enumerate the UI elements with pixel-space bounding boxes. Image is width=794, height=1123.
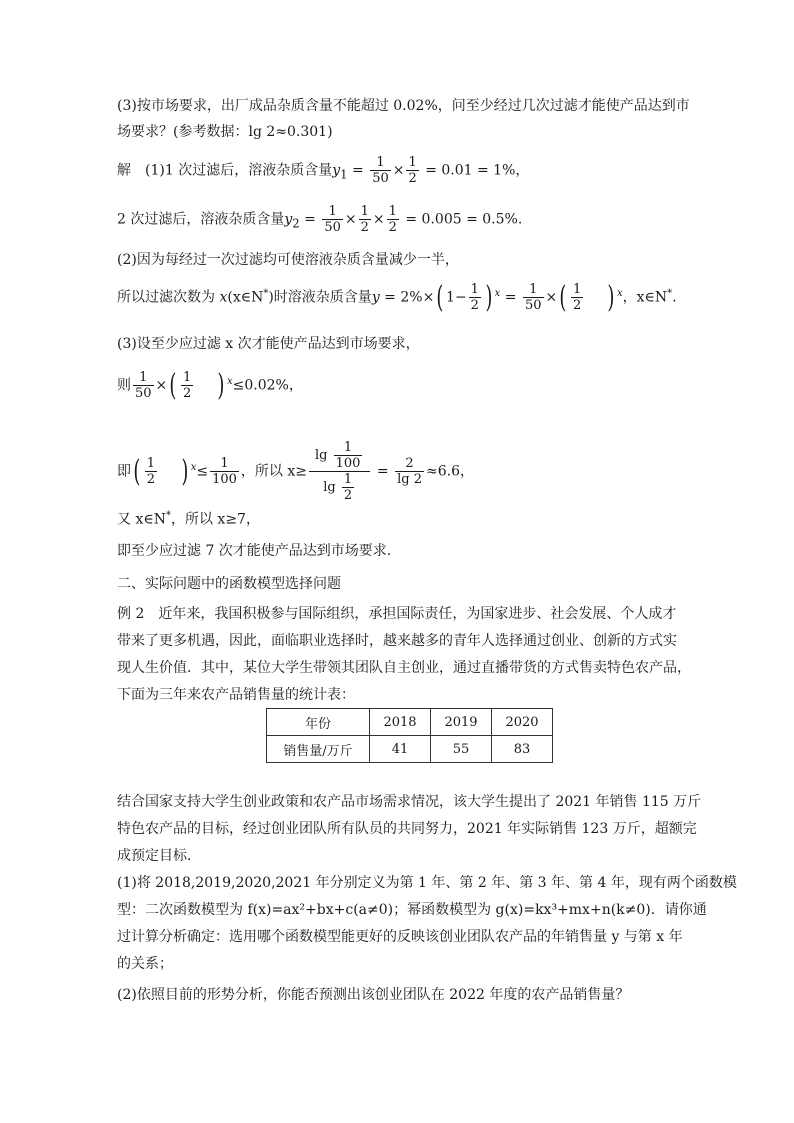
left-paren: ( [559, 279, 567, 315]
question1-line3: 过计算分析确定：选用哪个函数模型能更好的反映该创业团队农产品的年销售量 y 与第 x 年 [117, 929, 683, 945]
table-cell: 55 [431, 736, 492, 763]
times-sign: × [372, 211, 385, 228]
star-sup: * [263, 287, 269, 299]
period: . [672, 289, 677, 306]
table-header-label: 年份 [267, 709, 370, 736]
part3-so: ，所以 x≥ [240, 463, 307, 480]
example-line3: 现人生价值．其中，某位大学生带领其团队自主创业，通过直播带货的方式售卖特色农产品， [117, 660, 691, 676]
step1-result: = 0.01 = 1%， [420, 162, 530, 179]
step2-sub: 2 [292, 216, 300, 231]
fraction: $\frac{1}{100}$ [212, 456, 237, 487]
left-paren: ( [133, 453, 141, 489]
context-line3: 成预定目标． [117, 848, 201, 864]
fraction: $\frac{1}{2}$ [572, 282, 582, 313]
solution-step2 [117, 204, 522, 235]
step1-eq: = [347, 162, 369, 179]
table-cell: 83 [492, 736, 553, 763]
fraction: $\frac{1}{50}$ [524, 282, 542, 313]
step1-var: y [332, 162, 341, 179]
right-paren: ) [181, 453, 189, 489]
times-sign: × [545, 289, 558, 306]
equals: = [372, 463, 394, 480]
less-equal: ≤ [196, 463, 209, 480]
q3-text-line2: 场要求？(参考数据：lg 2≈0.301) [117, 124, 333, 140]
left-paren: ( [169, 367, 177, 403]
part3-log-step [117, 440, 474, 503]
right-paren: ) [485, 279, 493, 315]
step1-prefix: 解 (1)1 次过滤后，溶液杂质含量 [117, 162, 333, 179]
context-line2: 特色农产品的目标，经过创业团队所有队员的共同努力，2021 年实际销售 123 万斤，超额完 [117, 821, 697, 837]
times-sign: × [344, 211, 357, 228]
approx-result: ≈6.6， [425, 463, 474, 480]
exponent-x: x [190, 461, 197, 473]
var-x: x [219, 289, 228, 306]
part3-inequality [117, 367, 303, 403]
table-cell: 41 [370, 736, 431, 763]
context-line1: 结合国家支持大学生创业政策和农产品市场需求情况，该大学生提出了 2021 年销售 115 万斤 [117, 794, 702, 810]
q3-text-line1: (3)按市场要求，出厂成品杂质含量不能超过 0.02%，问至少经过几次过滤才能使产品达到市 [117, 98, 690, 114]
section-title: 二、实际问题中的函数模型选择问题 [117, 576, 341, 592]
right-paren: ) [217, 367, 225, 403]
part2-mid: )时溶液杂质含量 [268, 289, 372, 306]
fraction: $\frac{1}{50}$ [135, 370, 152, 401]
step2-prefix: 2 次过滤后，溶液杂质含量 [117, 211, 285, 228]
times-sign: × [392, 162, 405, 179]
part3-conclusion: 即至少应过滤 7 次才能使产品达到市场要求． [117, 543, 401, 559]
step1-sub: 1 [340, 167, 348, 182]
part2-tail: ，x∈N [622, 289, 668, 306]
fraction: $\frac{1}{2}$ [408, 155, 417, 186]
log-fraction: lg $\frac{1}{100}$ lg $\frac{1}{2}$ [309, 440, 370, 503]
exponent-x: x [227, 375, 233, 387]
fraction: $\frac{1}{2}$ [388, 204, 397, 235]
step2-result: = 0.005 = 0.5%. [400, 211, 523, 228]
star-sup: * [667, 287, 673, 299]
question2-line1: (2)依照目前的形势分析，你能否预测出该创业团队在 2022 年度的农产品销售量？ [117, 987, 630, 1003]
fraction: $\frac{1}{2}$ [183, 370, 192, 401]
part2-eq2: = [500, 289, 521, 306]
var-y: y [371, 289, 380, 306]
example-line4: 下面为三年来农产品销售量的统计表： [117, 687, 355, 703]
part2-eq: = 2%× [379, 289, 435, 306]
example-line1: 例 2 近年来，我国积极参与国际组织，承担国际责任，为国家进步、社会发展、个人成才 [117, 606, 677, 622]
exponent-x: x [494, 287, 501, 299]
times-sign: × [155, 377, 168, 394]
question1-line2: 型：二次函数模型为 f(x)=ax²+bx+c(a≠0)；幂函数模型为 g(x)=kx³+mx+n(k≠0)．请你通 [117, 902, 707, 918]
table-cell: 2019 [431, 709, 492, 736]
solution-step1 [117, 155, 529, 186]
step2-eq: = [299, 211, 321, 228]
table-cell: 2020 [492, 709, 553, 736]
part3-line1: (3)设至少应过滤 x 次才能使产品达到市场要求， [117, 336, 420, 352]
question1-line4: 的关系； [117, 956, 173, 972]
table-row [267, 709, 553, 736]
part3-ji: 即 [117, 463, 131, 480]
question1-line1: (1)将 2018,2019,2020,2021 年分别定义为第 1 年、第 2 年、第 3 年、第 4 年，现有两个函数模 [117, 875, 737, 891]
table-row [267, 736, 553, 763]
part2-line1: (2)因为每经过一次过滤均可使溶液杂质含量减少一半， [117, 252, 459, 268]
part3-rel: ≤0.02%， [232, 377, 303, 394]
set-notation: (x∈N [227, 289, 264, 306]
table-row-label: 销售量/万斤 [267, 736, 370, 763]
sales-table [266, 708, 553, 763]
exponent-x: x [616, 287, 623, 299]
fraction: $\frac{1}{50}$ [372, 155, 389, 186]
part2-inner: 1− [446, 289, 467, 306]
left-paren: ( [436, 279, 444, 315]
fraction: $\frac{1}{2}$ [146, 456, 155, 487]
table-cell: 2018 [370, 709, 431, 736]
part2-prefix: 所以过滤次数为 [117, 289, 220, 306]
step2-var: y [284, 211, 293, 228]
part3-also: 又 x∈N*，所以 x≥7， [117, 510, 260, 528]
part2-formula [117, 279, 677, 315]
fraction: $\frac{1}{2}$ [470, 282, 479, 313]
fraction: $\frac{1}{2}$ [360, 204, 369, 235]
fraction: $\frac{1}{50}$ [324, 204, 341, 235]
fraction: $\frac{2}{\lg 2}$ [397, 456, 422, 487]
part3-then: 则 [117, 377, 131, 394]
example-line2: 带来了更多机遇，因此，面临职业选择时，越来越多的青年人选择通过创业、创新的方式实 [117, 633, 677, 649]
right-paren: ) [607, 279, 615, 315]
